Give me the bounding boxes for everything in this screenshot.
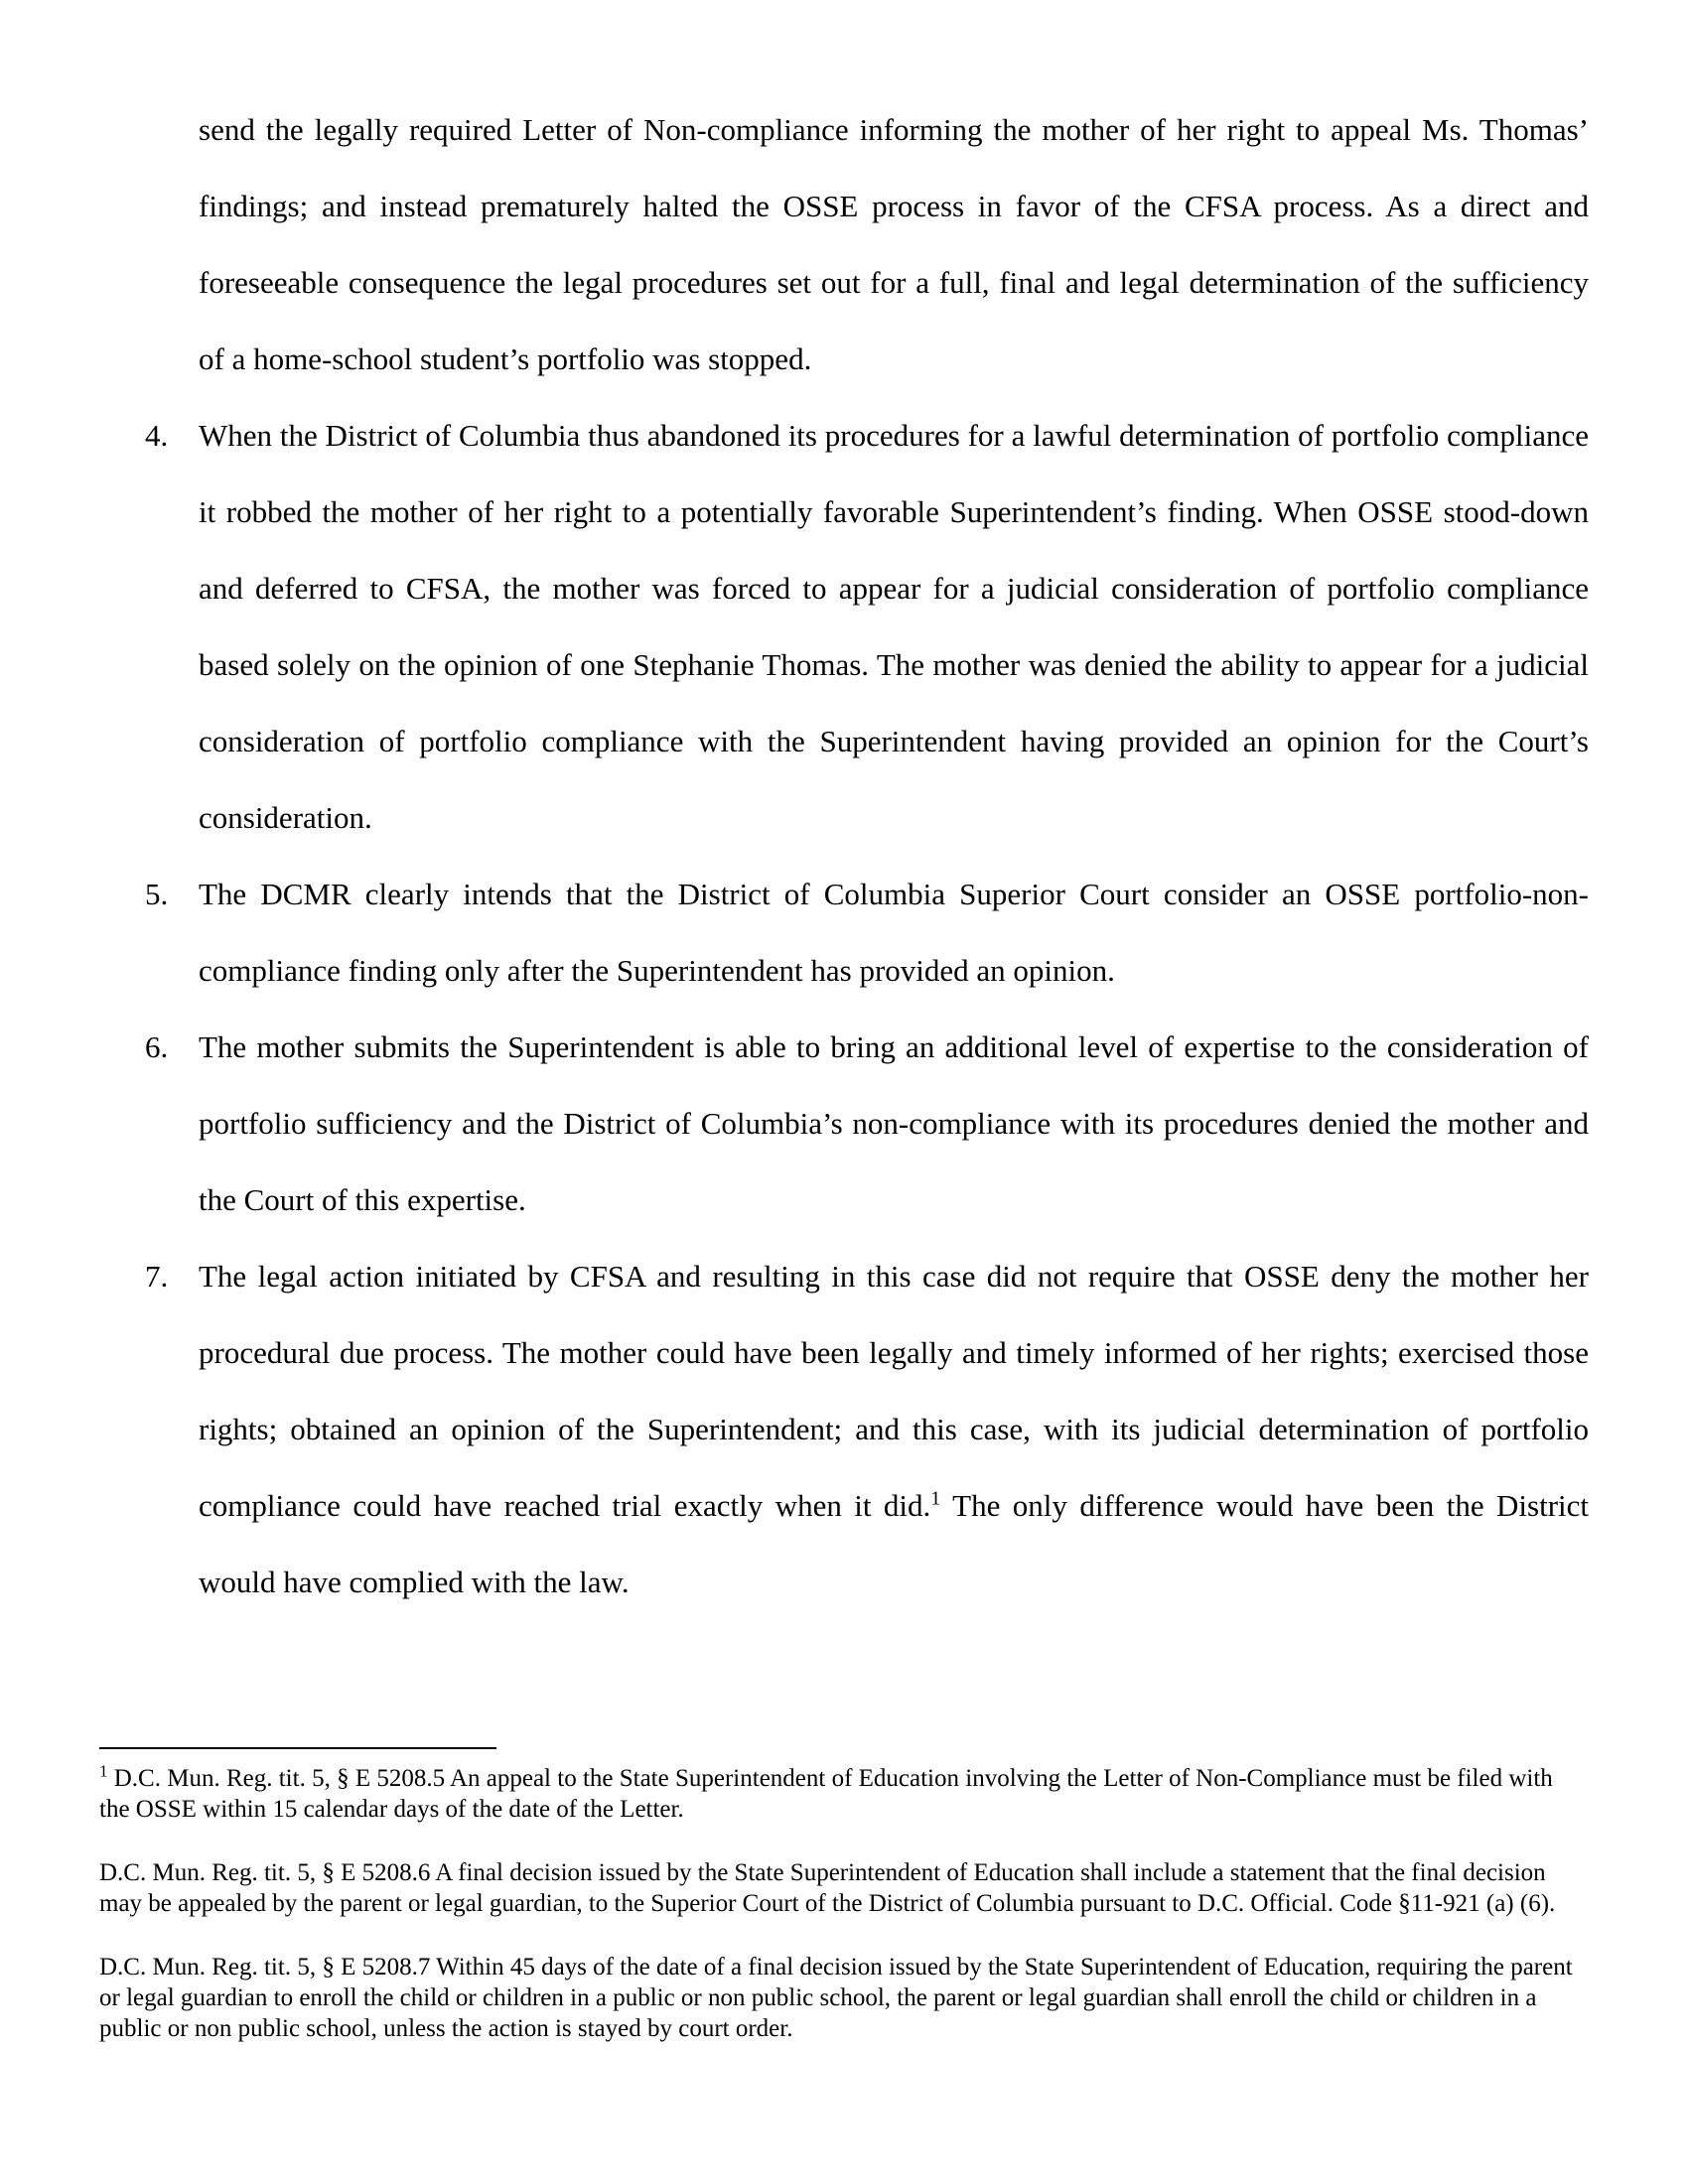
paragraph-7 [145, 1238, 1589, 1620]
footnote-1 [99, 1763, 1589, 1825]
footnote-text: D.C. Mun. Reg. tit. 5, § E 5208.6 A final decision issued by the State Superintendent of Education shall include a statement that the final decision may be appealed by the parent or legal guardian, to the Superior Court of the District of Columbia pursuant to D.C. Official. Code §11-921 (a) (6). [99, 1859, 1556, 1917]
paragraph-number: 7. [145, 1259, 169, 1294]
paragraph-text: The mother submits the Superintendent is able to bring an additional level of expertise to the consideration of portfolio sufficiency and the District of Columbia’s non-compliance with its procedures denied the mother and the Court of this expertise. [199, 1029, 1589, 1217]
footnote-1-continued-b [99, 1952, 1589, 2044]
paragraph-text: The legal action initiated by CFSA and resulting in this case did not require that OSSE deny the mother her procedural due process. The mother could have been legally and timely informed of her rights; exercised those rights; obtained an opinion of the Superintendent; and this case, with its judicial determination of portfolio compliance could have reached trial exactly when it did. [199, 1259, 1589, 1523]
paragraph-6 [145, 1009, 1589, 1238]
footnotes-section [99, 1763, 1589, 2077]
paragraph-text: When the District of Columbia thus abandoned its procedures for a lawful determination of portfolio compliance it robbed the mother of her right to a potentially favorable Superintendent’s finding. When OSSE stood-down and deferred to CFSA, the mother was forced to appear for a judicial consideration of portfolio compliance based solely on the opinion of one Stephanie Thomas. The mother was denied the ability to appear for a judicial consideration of portfolio compliance with the Superintendent having provided an opinion for the Court’s consideration. [199, 418, 1589, 835]
paragraph-number: 5. [145, 877, 169, 911]
numbered-paragraphs [145, 397, 1589, 1620]
document-body [145, 91, 1589, 1620]
paragraph-4 [145, 397, 1589, 856]
footnote-reference[interactable]: 1 [930, 1487, 941, 1510]
footnote-1-continued-a [99, 1857, 1589, 1919]
paragraph-number: 4. [145, 418, 169, 453]
footnote-text: D.C. Mun. Reg. tit. 5, § E 5208.5 An appeal to the State Superintendent of Education involving the Letter of Non-Compliance must be filed with the OSSE within 15 calendar days of the date of the Letter. [99, 1765, 1553, 1823]
continuation-paragraph: send the legally required Letter of Non-compliance informing the mother of her right to appeal Ms. Thomas’ findings; and instead prematurely halted the OSSE process in favor of the CFSA process. As a direct and foreseeable consequence the legal procedures set out for a full, final and legal determination of the sufficiency of a home-school student’s portfolio was stopped. [199, 112, 1589, 376]
footnote-text: D.C. Mun. Reg. tit. 5, § E 5208.7 Within 45 days of the date of a final decision issued by the State Superintendent of Education, requiring the parent or legal guardian to enroll the child or children in a public or non public school, the parent or legal guardian shall enroll the child or children in a public or non public school, unless the action is stayed by court order. [99, 1954, 1573, 2042]
paragraph-text: The DCMR clearly intends that the District of Columbia Superior Court consider an OSSE portfolio-non-compliance finding only after the Superintendent has provided an opinion. [199, 877, 1589, 988]
paragraph-text-continued: The only difference would have been the District would have complied with the law. [199, 1488, 1589, 1599]
paragraph-number: 6. [145, 1029, 169, 1064]
footnote-separator [99, 1747, 496, 1749]
footnote-marker: 1 [99, 1761, 108, 1781]
paragraph-5 [145, 856, 1589, 1009]
